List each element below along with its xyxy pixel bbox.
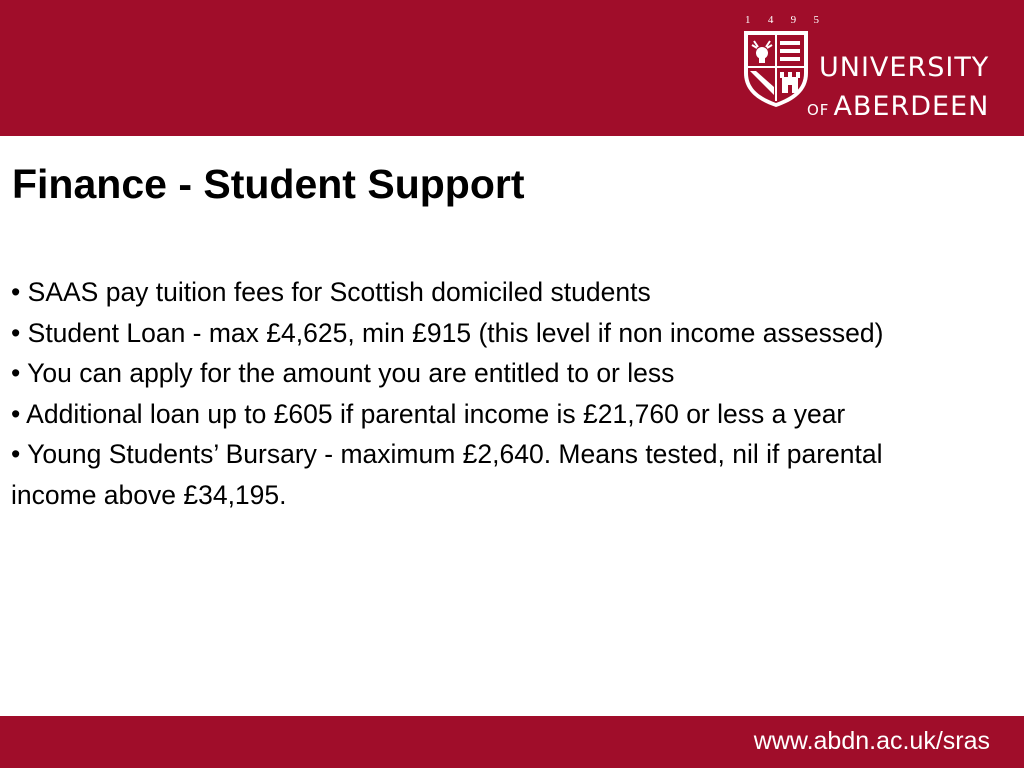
- header-band: [0, 0, 1024, 136]
- bullet-item: • Young Students’ Bursary - maximum £2,640. Means tested, nil if parental income above £34,195.: [11, 439, 883, 510]
- university-crest-icon: [742, 29, 810, 109]
- university-logo[interactable]: [738, 12, 1014, 122]
- logo-name-main: ABERDEEN: [833, 91, 990, 122]
- logo-name-prefix: OF: [807, 101, 830, 119]
- bullet-item: • Additional loan up to £605 if parental income is £21,760 or less a year: [11, 398, 846, 429]
- slide-title: Finance - Student Support: [12, 161, 525, 207]
- bullet-item: • SAAS pay tuition fees for Scottish domiciled students: [11, 277, 651, 307]
- bullet-item: • You can apply for the amount you are entitled to or less: [11, 358, 675, 388]
- bullet-item: • Student Loan - max £4,625, min £915 (this level if non income assessed): [11, 317, 884, 348]
- bullet-list: [11, 272, 946, 515]
- logo-name-line2: [807, 92, 989, 125]
- logo-founding-year: 1 4 9 5: [745, 14, 819, 26]
- logo-name-line1: UNIVERSITY: [819, 52, 990, 83]
- footer-band: [0, 716, 1024, 768]
- footer-url-link[interactable]: www.abdn.ac.uk/sras: [753, 727, 990, 755]
